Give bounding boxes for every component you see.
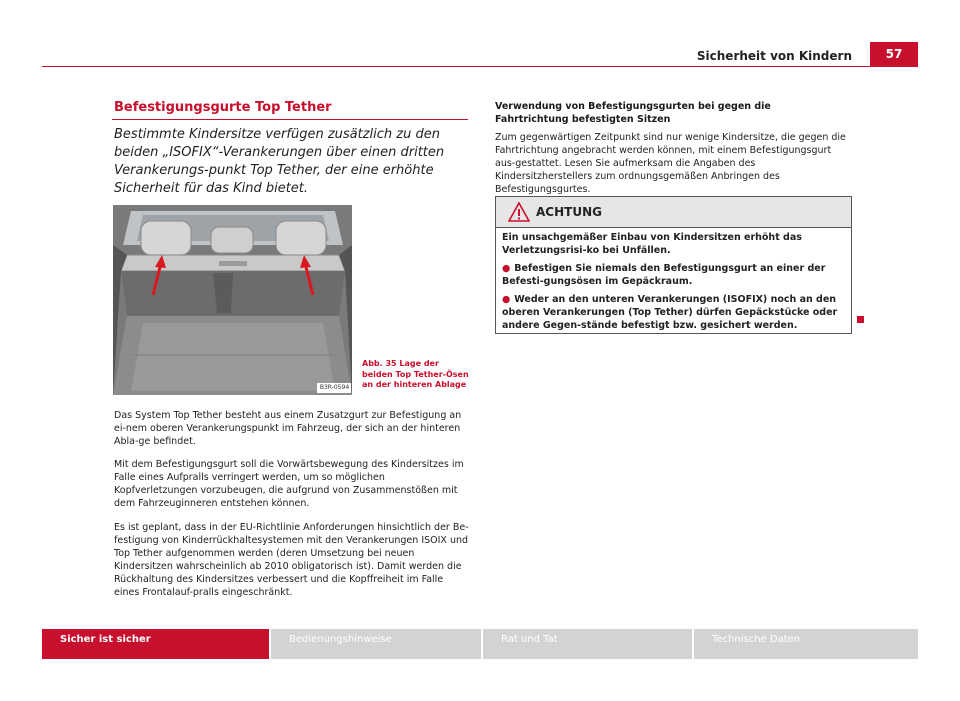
body-paragraph: Es ist geplant, dass in der EU-Richtlinie Anforderungen hinsichtlich der Be-festigung von Kinderrückhaltesystemen mit den Verankerungen ISOIX und Top Tether aufgenommen werden (deren Umsetzung bei neuen Kindersitzen wahrscheinlich ab 2010 obligatorisch ist). Damit werden die Rückhaltung des Kindersitzes verbessert und die Kopffreiheit im Falle eines Frontalauf-pralls eingeschränkt.: [114, 522, 469, 598]
trunk-illustration: [113, 205, 352, 395]
nav-tab-technische-daten[interactable]: Technische Daten: [694, 629, 918, 659]
section-title-divider: [112, 119, 468, 120]
section-end-marker: [857, 316, 864, 323]
header-divider: [42, 66, 918, 67]
section-title: Befestigungsgurte Top Tether: [114, 100, 332, 115]
warning-bullet: ● Befestigen Sie niemals den Befestigungsgurt an einer der Befesti-gungsösen im Gepäckraum.: [502, 263, 826, 287]
nav-tab-rat-und-tat[interactable]: Rat und Tat: [483, 629, 692, 659]
warning-lead: Ein unsachgemäßer Einbau von Kindersitzen erhöht das Verletzungsrisi-ko bei Unfällen.: [502, 232, 802, 256]
trunk-figure: [113, 205, 352, 395]
footer-navigation: [42, 629, 918, 659]
body-paragraph: Das System Top Tether besteht aus einem Zusatzgurt zur Befestigung an ei-nem oberen Verankerungspunkt im Fahrzeug, der sich an der hinteren Abla-ge befindet.: [114, 410, 462, 447]
warning-bullet: ● Weder an den unteren Verankerungen (ISOFIX) noch an den oberen Verankerungen (Top Tether) dürfen Gepäckstücke oder andere Gegen-stände befestigt bzw. gesichert werden.: [502, 294, 838, 331]
bullet-dot-icon: ●: [502, 294, 511, 305]
body-paragraph: Mit dem Befestigungsgurt soll die Vorwärtsbewegung des Kindersitzes im Falle eines Aufpralls verringert werden, um so möglichen Kopfverletzungen vorzubeugen, die aufgrund von Zusammenstößen mit dem Fahrzeuginneren entstehen können.: [114, 459, 464, 509]
figure-code: B3R-0594: [319, 384, 350, 391]
running-header-title: Sicherheit von Kindern: [696, 49, 852, 63]
nav-tab-bedienungshinweise[interactable]: Bedienungshinweise: [271, 629, 481, 659]
warning-body: [502, 231, 844, 337]
warning-title: ACHTUNG: [536, 205, 602, 219]
intro-text: Bestimmte Kindersitze verfügen zusätzlich zu den beiden „ISOFIX“-Verankerungen über einen dritten Verankerungs-punkt Top Tether, der eine erhöhte Sicherheit für das Kind bietet.: [114, 127, 445, 196]
nav-tab-sicher-ist-sicher[interactable]: Sicher ist sicher: [42, 629, 269, 659]
warning-box: [495, 196, 852, 334]
subsection-heading: Verwendung von Befestigungsgurten bei gegen die Fahrtrichtung befestigten Sitzen: [495, 101, 771, 125]
body-paragraph: Zum gegenwärtigen Zeitpunkt sind nur wenige Kindersitze, die gegen die Fahrtrichtung angebracht werden können, mit einem Befestigungsgurt aus-gestattet. Lesen Sie aufmerksam die Angaben des Kindersitzherstellers zum ordnungsgemäßen Anbringen des Befestigungsgurtes.: [495, 132, 846, 195]
page-number: 57: [870, 42, 918, 66]
figure-caption: Abb. 35 Lage der beiden Top Tether-Ösen an der hinteren Ablage: [362, 359, 469, 389]
warning-triangle-icon: [508, 202, 530, 222]
warning-header: [496, 197, 851, 228]
bullet-dot-icon: ●: [502, 263, 511, 274]
